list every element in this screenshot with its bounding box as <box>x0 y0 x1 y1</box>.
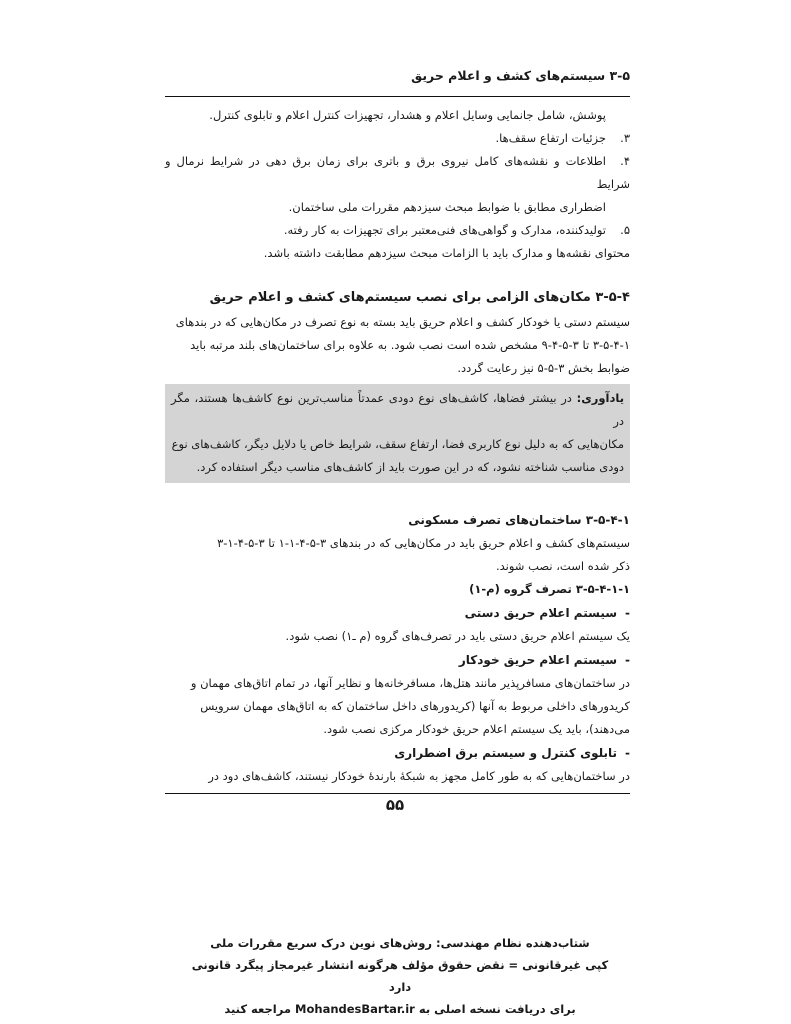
sub-subsection-heading: ۳-۵-۴-۱-۱ تصرف گروه (م-۱) <box>469 582 630 596</box>
item-title: تابلوی کنترل و سیستم برق اضطراری <box>394 746 618 760</box>
watermark-line: برای دریافت نسخه اصلی به MohandesBartar.ir مراجعه کنید <box>224 1002 576 1016</box>
list-item <box>165 127 630 150</box>
list-number: ۳. <box>620 131 630 145</box>
watermark <box>190 932 610 1020</box>
list-item <box>165 219 630 242</box>
footer-rule <box>165 793 630 794</box>
paragraph-line: سیستم دستی یا خودکار کشف و اعلام حریق باید بسته به نوع تصرف در مکان‌هایی که در بندهای <box>175 315 630 329</box>
spacer <box>165 489 630 509</box>
note-line: مکان‌هایی که به دلیل نوع کاربری فضا، ارتفاع سقف، شرایط خاص یا دلایل دیگر، کاشف‌های نوع <box>171 437 624 451</box>
note-text: در بیشتر فضاها، کاشف‌های نوع دودی عمدتاً مناسب‌ترین نوع کاشف‌ها هستند، مگر در <box>171 391 624 428</box>
paragraph-line: سیستم‌های کشف و اعلام حریق باید در مکان‌هایی که در بندهای ۳-۵-۴-۱-۱ تا ۳-۵-۴-۱-۳ <box>217 536 630 550</box>
paragraph-line: ۳-۵-۴-۱ تا ۳-۵-۴-۹ مشخص شده است نصب شود. به علاوه برای ساختمان‌های بلند مرتبه باید <box>190 338 630 352</box>
running-header: ۳-۵ سیستم‌های کشف و اعلام حریق <box>411 68 630 83</box>
section-heading: ۳-۵-۴ مکان‌های الزامی برای نصب سیستم‌های کشف و اعلام حریق <box>209 290 630 305</box>
watermark-line: شتاب‌دهنده نظام مهندسی: روش‌های نوین درک سریع مقررات ملی <box>210 936 590 950</box>
paragraph-line: یک سیستم اعلام حریق دستی باید در تصرف‌های گروه (م ـ۱) نصب شود. <box>285 629 630 643</box>
item-title: سیستم اعلام حریق خودکار <box>458 653 618 667</box>
note-box <box>165 384 630 483</box>
note-line <box>171 387 624 433</box>
closing-paragraph: محتوای نقشه‌ها و مدارک باید با الزامات مبحث سیزدهم مطابقت داشته باشد. <box>263 246 630 260</box>
page-body <box>165 104 630 788</box>
paragraph-line: ذکر شده است، نصب شوند. <box>495 559 630 573</box>
page-number: ۵۵ <box>385 796 405 814</box>
item-heading-panel <box>165 741 630 765</box>
paragraph-line: در ساختمان‌هایی که به طور کامل مجهز به شبکهٔ بارندهٔ خودکار نیستند، کاشف‌های دود در <box>208 769 630 783</box>
paragraph-line: در ساختمان‌های مسافرپذیر مانند هتل‌ها، مسافرخانه‌ها و نظایر آنها، در تمام اتاق‌های مهمان و <box>190 676 630 690</box>
dash-bullet: - <box>625 746 630 760</box>
subsection-heading: ۳-۵-۴-۱ ساختمان‌های تصرف مسکونی <box>408 513 630 527</box>
list-item-text: تولیدکننده، مدارک و گواهی‌های فنی‌معتبر برای تجهیزات به کار رفته. <box>283 223 606 237</box>
item-heading-automatic <box>165 648 630 672</box>
paragraph-line: کریدورهای داخلی مربوط به آنها (کریدورهای داخل ساختمان که به اتاق‌های مهمان سرویس <box>200 699 630 713</box>
item-heading-manual <box>165 601 630 625</box>
dash-bullet: - <box>625 606 630 620</box>
dash-bullet: - <box>625 653 630 667</box>
spacer <box>165 265 630 285</box>
note-label: یادآوری: <box>576 391 625 405</box>
list-number: ۵. <box>620 223 630 237</box>
note-line: دودی مناسب شناخته نشود، که در این صورت باید از کاشف‌های مناسب دیگر استفاده کرد. <box>196 460 624 474</box>
list-number: ۴. <box>620 154 630 168</box>
list-item-continuation: پوشش، شامل جانمایی وسایل اعلام و هشدار، تجهیزات کنترل اعلام و تابلوی کنترل. <box>209 108 606 122</box>
item-title: سیستم اعلام حریق دستی <box>464 606 618 620</box>
paragraph-line: می‌دهند)، باید یک سیستم اعلام حریق خودکار مرکزی نصب شود. <box>323 722 630 736</box>
watermark-line: کپی غیرقانونی = نقض حقوق مؤلف هرگونه انتشار غیرمجاز پیگرد قانونی دارد <box>191 958 609 994</box>
list-item-text: جزئیات ارتفاع سقف‌ها. <box>495 131 606 145</box>
list-item-continuation: اضطراری مطابق با ضوابط مبحث سیزدهم مقررات ملی ساختمان. <box>288 200 606 214</box>
header-rule <box>165 96 630 97</box>
paragraph-line: ضوابط بخش ۳-۵-۵ نیز رعایت گردد. <box>457 361 630 375</box>
list-item-text: اطلاعات و نقشه‌های کامل نیروی برق و باتری برای زمان برق دهی در شرایط نرمال و شرایط <box>165 154 630 191</box>
list-item <box>165 150 630 196</box>
